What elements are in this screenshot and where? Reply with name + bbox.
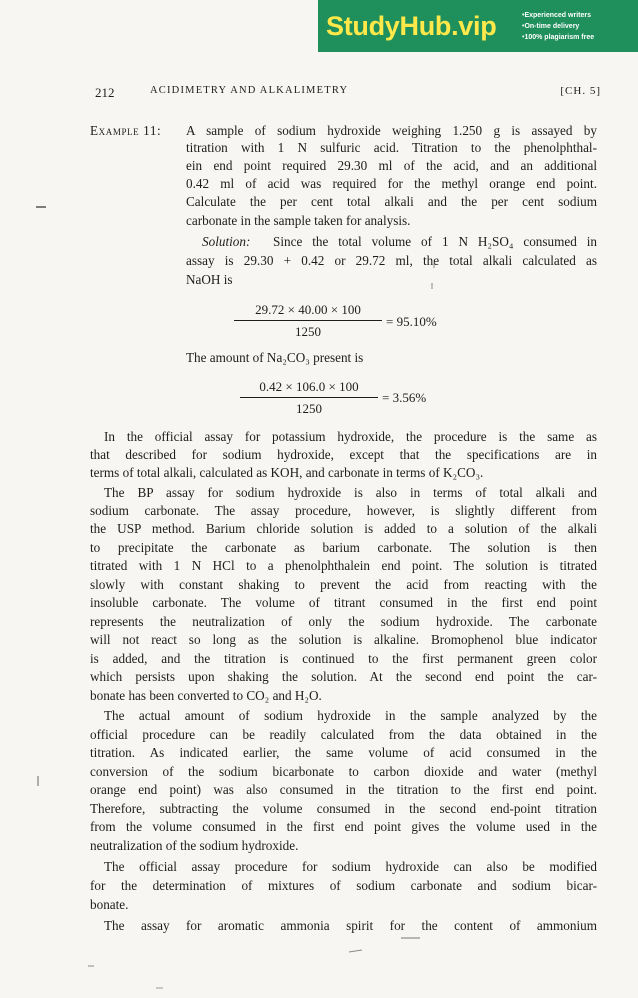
carbonate-amount-line: The amount of Na₂CO₃ present is <box>186 350 364 365</box>
paragraph-line: The actual amount of sodium hydroxide in the sample analyzed by the <box>104 708 597 723</box>
paragraph-line: that described for sodium hydroxide, except that the specifications are in <box>90 447 597 462</box>
equation-total-alkali <box>234 302 382 340</box>
example-line: 0.42 ml of acid was required for the methyl orange end point. <box>186 176 597 191</box>
example-label: Example 11: <box>90 123 162 138</box>
example-line: titration with 1 N sulfuric acid. Titration to the phenolphthal- <box>186 140 597 155</box>
paragraph-line: insoluble carbonate. The volume of titrant consumed in the first end point <box>90 595 597 610</box>
paragraph-line: terms of total alkali, calculated as KOH, and carbonate in terms of K₂CO₃. <box>90 465 484 480</box>
banner-feature: • Experienced writers <box>522 10 594 21</box>
example-line: ein end point required 29.30 ml of the acid, and an additional <box>186 158 597 173</box>
paragraph-line: Therefore, subtracting the volume consumed in the second end-point titration <box>90 801 597 816</box>
paragraph-line: represents the neutralization of only the sodium hydroxide. The carbonate <box>90 614 597 629</box>
running-title: ACIDIMETRY AND ALKALIMETRY <box>150 85 349 96</box>
paragraph-line: is added, and the titration is continued to the first permanent green color <box>90 651 597 666</box>
paragraph-line: The official assay procedure for sodium hydroxide can also be modified <box>104 859 597 874</box>
example-line: carbonate in the sample taken for analysis. <box>186 213 411 228</box>
paragraph-line: the USP method. Barium chloride solution is added to a solution of the alkali <box>90 521 597 536</box>
paragraph-line: neutralization of the sodium hydroxide. <box>90 838 299 853</box>
page-number: 212 <box>95 85 115 100</box>
paragraph-line: to precipitate the carbonate as barium carbonate. The solution is then <box>90 540 597 555</box>
equation-denominator: 1250 <box>296 401 322 416</box>
paragraph-line: sodium carbonate. The assay procedure, however, is slightly different from <box>90 503 597 518</box>
example-line: Calculate the per cent total alkali and the per cent sodium <box>186 194 597 209</box>
page-header <box>95 85 601 101</box>
equation-result: = 3.56% <box>382 390 427 405</box>
paragraph-line: will not react so long as the solution is alkaline. Bromophenol blue indicator <box>90 632 597 647</box>
equation-numerator: 0.42 × 106.0 × 100 <box>240 379 378 398</box>
equation-carbonate <box>240 379 378 417</box>
solution-label: Solution: <box>202 234 251 249</box>
example-line: A sample of sodium hydroxide weighing 1.250 g is assayed by <box>186 123 597 138</box>
paragraph-line: The BP assay for sodium hydroxide is also in terms of total alkali and <box>104 485 597 500</box>
paragraph-line: bonate has been converted to CO₂ and H₂O. <box>90 688 322 703</box>
equation-result: = 95.10% <box>386 314 437 329</box>
paragraph-line: which persists upon shaking the solution. At the second end point the car- <box>90 669 597 684</box>
banner-feature-list <box>522 10 594 43</box>
studyhub-logo[interactable]: StudyHub.vip <box>326 10 497 41</box>
solution-line: Since the total volume of 1 N H₂SO₄ consumed in <box>273 234 597 249</box>
chapter-label: [CH. 5] <box>560 85 601 97</box>
paragraph-line: official procedure can be readily calculated from the data obtained in the <box>90 727 597 742</box>
equation-denominator: 1250 <box>295 324 321 339</box>
paragraph-line: bonate. <box>90 897 129 912</box>
solution-line: assay is 29.30 + 0.42 or 29.72 ml, the total alkali calculated as <box>186 253 597 268</box>
studyhub-banner[interactable] <box>318 0 638 52</box>
paragraph-line: for the determination of mixtures of sodium carbonate and sodium bicar- <box>90 878 597 893</box>
paragraph-line: from the volume consumed in the first end point gives the volume used in the <box>90 819 597 834</box>
paragraph-line: slowly with constant shaking to prevent the acid from reacting with the <box>90 577 597 592</box>
paragraph-line: orange end point) was also consumed in the titration to the first end point. <box>90 782 597 797</box>
margin-mark <box>349 950 362 952</box>
banner-feature: • 100% plagiarism free <box>522 32 594 43</box>
paragraph-line: In the official assay for potassium hydroxide, the procedure is the same as <box>104 429 597 444</box>
banner-feature: • On-time delivery <box>522 21 594 32</box>
equation-numerator: 29.72 × 40.00 × 100 <box>234 302 382 321</box>
paragraph-line: titrated with 1 N HCl to a phenolphthalein end point. The solution is titrated <box>90 558 597 573</box>
paragraph-line: The assay for aromatic ammonia spirit for the content of ammonium <box>104 918 597 933</box>
paragraph-line: titration. As indicated earlier, the same volume of acid consumed in the <box>90 745 597 760</box>
paragraph-line: conversion of the sodium bicarbonate to carbon dioxide and water (methyl <box>90 764 597 779</box>
solution-line: NaOH is <box>186 272 233 287</box>
